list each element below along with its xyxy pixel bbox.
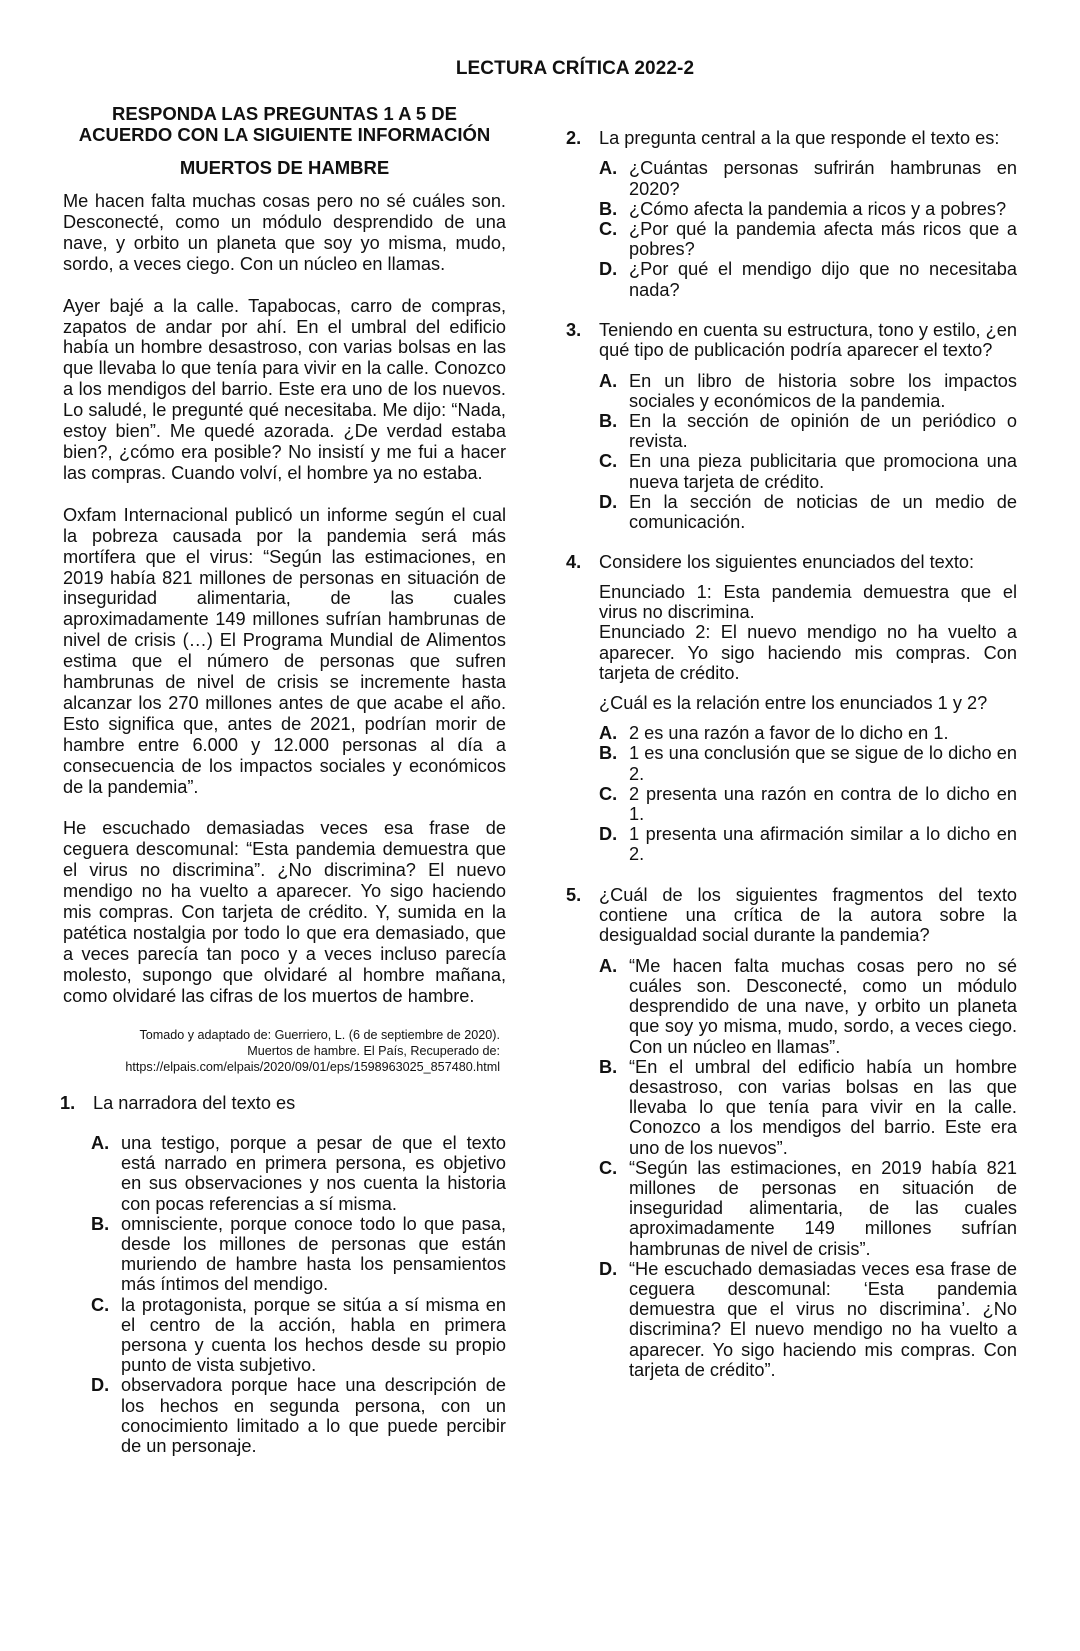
instructions-heading: RESPONDA LAS PREGUNTAS 1 A 5 DE ACUERDO CON LA SIGUIENTE INFORMACIÓN <box>78 103 491 145</box>
question-number: 3. <box>566 319 582 340</box>
option-text: omnisciente, porque conoce todo lo que pasa, desde los millones de personas que están muriendo de hambre hasta los pensamientos más íntimos del mendigo. <box>121 1213 506 1295</box>
option-list <box>91 1133 506 1456</box>
option-a[interactable] <box>599 158 1017 198</box>
option-letter: B. <box>599 743 618 764</box>
reading-paragraph: Ayer bajé a la calle. Tapabocas, carro de compras, zapatos de andar por ahí. En el umbral del edificio había un hombre desastroso, con varias bolsas en las que llevaba lo que tenía para vivir en la calle. Conozco a los mendigos del barrio. Este era uno de los nuevos. Lo saludé, le pregunté qué necesitaba. Me dijo: “Nada, estoy bien”. Me quedé azorada. ¿De verdad estaba bien?, ¿cómo era posible? No insistí y me fui a hacer las compras. Cuando volví, el hombre ya no estaba. <box>63 295 506 483</box>
option-text: ¿Cómo afecta la pandemia a ricos y a pobres? <box>629 198 1007 219</box>
option-a[interactable] <box>599 371 1017 411</box>
reading-title: MUERTOS DE HAMBRE <box>179 157 390 178</box>
option-d[interactable] <box>599 1259 1017 1380</box>
option-letter: D. <box>599 1258 618 1279</box>
question-4 <box>566 552 1017 865</box>
statements-block <box>599 582 1017 684</box>
option-list <box>599 371 1017 533</box>
option-c[interactable] <box>599 784 1017 824</box>
option-letter: A. <box>91 1133 110 1154</box>
question-stem: Considere los siguientes enunciados del texto: <box>599 552 975 573</box>
option-d[interactable] <box>599 824 1017 864</box>
option-text: 2 presenta una razón en contra de lo dicho en 1. <box>629 783 1017 824</box>
question-number: 5. <box>566 884 582 905</box>
question-stem: La narradora del texto es <box>93 1092 296 1113</box>
option-c[interactable] <box>599 219 1017 259</box>
option-letter: A. <box>599 723 618 744</box>
option-text: 1 es una conclusión que se sigue de lo dicho en 2. <box>629 743 1017 784</box>
source-citation <box>63 1027 500 1075</box>
option-letter: B. <box>91 1213 110 1234</box>
question-5 <box>566 884 1017 1380</box>
option-b[interactable] <box>599 411 1017 451</box>
question-stem: Teniendo en cuenta su estructura, tono y estilo, ¿en qué tipo de publicación podría aparecer el texto? <box>599 319 1017 361</box>
question-stem: ¿Cuál de los siguientes fragmentos del texto contiene una crítica de la autora sobre la desigualdad social durante la pandemia? <box>599 884 1017 946</box>
option-d[interactable] <box>599 259 1017 299</box>
option-text: ¿Cuántas personas sufrirán hambrunas en 2020? <box>629 158 1017 199</box>
option-list <box>599 158 1017 299</box>
option-text: En un libro de historia sobre los impactos sociales y económicos de la pandemia. <box>629 370 1017 411</box>
reading-paragraph: Oxfam Internacional publicó un informe según el cual la pobreza causada por la pandemia será más mortífera que el virus: “Según las estimaciones, en 2019 había 821 millones de personas en situación de inseguridad alimentaria, de las cuales aproximadamente 149 millones sufrían hambrunas de nivel de crisis (…) El Programa Mundial de Alimentos estima que el número de personas que sufren hambrunas de nivel de crisis se incremente hasta alcanzar los 270 millones antes de que acabe el año. Esto significa que, antes de 2021, podrían morir de hambre entre 6.000 y 12.000 personas al día a consecuencia de los impactos sociales y económicos de la pandemia”. <box>63 504 506 797</box>
option-text: una testigo, porque a pesar de que el texto está narrado en primera persona, es objetivo en sus observaciones y nos cuenta la historia con pocas referencias a sí misma. <box>121 1133 506 1214</box>
page-title: LECTURA CRÍTICA 2022-2 <box>455 58 695 79</box>
reading-paragraph: Me hacen falta muchas cosas pero no sé cuáles son. Desconecté, como un módulo desprendido de una nave, y orbito un planeta que soy yo misma, mudo, sordo, a veces ciego. Con un núcleo en llamas. <box>63 191 506 274</box>
left-column <box>60 103 506 1476</box>
option-letter: A. <box>599 955 618 976</box>
question-stem: La pregunta central a la que responde el texto es: <box>599 128 1000 148</box>
option-c[interactable] <box>91 1295 506 1376</box>
option-d[interactable] <box>91 1375 506 1456</box>
right-column <box>566 128 1017 1400</box>
option-text: En la sección de opinión de un periódico o revista. <box>629 411 1017 452</box>
option-list <box>599 956 1017 1380</box>
statement-2: Enunciado 2: El nuevo mendigo no ha vuelto a aparecer. Yo sigo haciendo mis compras. Con tarjeta de crédito. <box>599 622 1017 684</box>
option-a[interactable] <box>91 1133 506 1214</box>
question-number: 2. <box>566 128 582 148</box>
option-letter: C. <box>599 783 618 804</box>
option-b[interactable] <box>599 199 1017 219</box>
question-number: 4. <box>566 552 582 573</box>
option-letter: A. <box>599 158 618 179</box>
source-line: Tomado y adaptado de: Guerriero, L. (6 de septiembre de 2020). <box>139 1027 500 1042</box>
option-letter: C. <box>599 1157 618 1178</box>
option-letter: C. <box>91 1294 110 1315</box>
option-letter: B. <box>599 198 618 219</box>
option-letter: D. <box>599 824 618 845</box>
option-text: ¿Por qué la pandemia afecta más ricos que a pobres? <box>629 219 1017 260</box>
option-letter: B. <box>599 1056 618 1077</box>
option-text: “He escuchado demasiadas veces esa frase de ceguera descomunal: ‘Esta pandemia demuestra que el virus no discrimina’. ¿No discrimina? El nuevo mendigo no ha vuelto a aparecer. Yo sigo haciendo mis compras. Con tarjeta de crédito”. <box>629 1258 1017 1380</box>
option-text: la protagonista, porque se sitúa a sí misma en el centro de la acción, habla en primera persona y cuenta los hechos desde su propio punto de vista subjetivo. <box>121 1294 506 1376</box>
option-b[interactable] <box>91 1214 506 1295</box>
option-letter: D. <box>91 1375 110 1396</box>
option-a[interactable] <box>599 956 1017 1057</box>
option-text: En una pieza publicitaria que promociona una nueva tarjeta de crédito. <box>629 451 1017 492</box>
option-text: 1 presenta una afirmación similar a lo dicho en 2. <box>629 824 1017 865</box>
option-letter: D. <box>599 491 618 512</box>
option-letter: A. <box>599 370 618 391</box>
question-2 <box>566 128 1017 300</box>
reading-paragraph: He escuchado demasiadas veces esa frase de ceguera descomunal: “Esta pandemia demuestra que el virus no discrimina”. ¿No discrimina? El nuevo mendigo no ha vuelto a aparecer. Yo sigo haciendo mis compras. Con tarjeta de crédito. Y, sumida en la patética nostalgia por todo lo que era demasiado, que a veces parecía tan poco y a veces incluso parecía molesto, supongo que olvidaré al hombre mañana, como olvidaré las cifras de los muertos de hambre. <box>63 818 506 1006</box>
option-b[interactable] <box>599 743 1017 783</box>
option-text: ¿Por qué el mendigo dijo que no necesitaba nada? <box>629 259 1017 300</box>
option-letter: B. <box>599 411 618 432</box>
source-url: https://elpais.com/elpais/2020/09/01/eps/1598963025_857480.html <box>125 1059 500 1074</box>
option-text: En la sección de noticias de un medio de comunicación. <box>629 491 1017 533</box>
option-letter: C. <box>599 219 618 240</box>
question-3 <box>566 319 1017 533</box>
option-c[interactable] <box>599 1158 1017 1259</box>
option-text: 2 es una razón a favor de lo dicho en 1. <box>629 723 949 744</box>
option-b[interactable] <box>599 1057 1017 1158</box>
source-line: Muertos de hambre. El País, Recuperado de: <box>247 1043 500 1058</box>
option-list <box>599 723 1017 864</box>
option-d[interactable] <box>599 492 1017 532</box>
option-text: “Según las estimaciones, en 2019 había 821 millones de personas en situación de inseguridad alimentaria, de las cuales aproximadamente 149 millones sufrían hambrunas de nivel de crisis”. <box>629 1157 1017 1259</box>
sub-question: ¿Cuál es la relación entre los enunciados 1 y 2? <box>599 692 988 713</box>
option-c[interactable] <box>599 451 1017 491</box>
option-letter: C. <box>599 451 618 472</box>
option-text: observadora porque hace una descripción de los hechos en segunda persona, con un conocimiento limitado a lo que puede percibir de un personaje. <box>121 1375 506 1457</box>
statement-1: Enunciado 1: Esta pandemia demuestra que el virus no discrimina. <box>599 581 1017 623</box>
option-a[interactable] <box>599 723 1017 743</box>
option-letter: D. <box>599 259 618 280</box>
option-text: “En el umbral del edificio había un hombre desastroso, con varias bolsas en las que llevaba lo que tenía para vivir en la calle. Conozco a los mendigos del barrio. Este era uno de los nuevos”. <box>629 1056 1017 1158</box>
question-number: 1. <box>60 1092 76 1113</box>
question-1 <box>60 1092 506 1457</box>
option-text: “Me hacen falta muchas cosas pero no sé cuáles son. Desconecté, como un módulo desprendido de una nave, y orbito un planeta que soy yo misma, mudo, sordo, a veces ciego. Con un núcleo en llamas”. <box>629 955 1017 1057</box>
